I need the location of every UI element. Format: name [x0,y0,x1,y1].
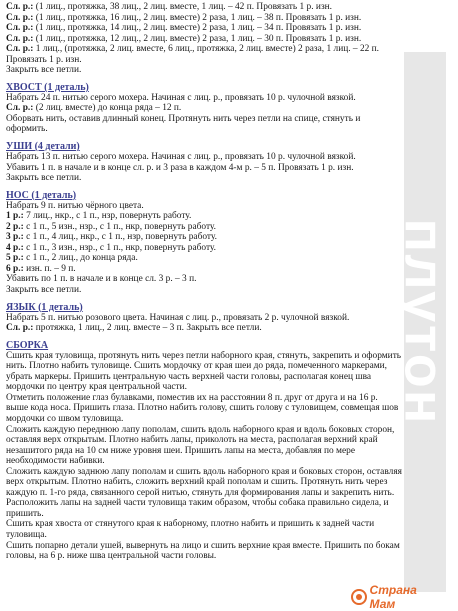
instruction-row: Оборвать нить, оставив длинный конец. Протянуть нить через петли на спице, стянуть и оформить. [6,113,361,135]
instruction-row: Закрыть все петли. [6,285,82,296]
intro-row: Сл. р.: (1 лиц., протяжка, 16 лиц., 2 лиц. вместе) 2 раза, 1 лиц. – 38 п. Провязать 1 р. изн. [6,12,362,23]
instruction-row: Набрать 5 п. нитью розового цвета. Начиная с лиц. р., провязать 2 р. чулочной вязкой. [6,312,350,323]
instruction-row: Сл. р.: протяжка, 1 лиц., 2 лиц. вместе – 3 п. Закрыть все петли. [6,323,262,334]
pattern-document [6,2,402,562]
instruction-row: 1 р.: 7 лиц., нкр., с 1 п., нзр, повернуть работу. [6,211,192,222]
instruction-paragraph: Сложить каждую заднюю лапу пополам и сшить вдоль наборного края и боковых сторон, оставляя верх открытым. Плотно набить, сложить верхний край пополам и сшить. Протянуть нить через каждую п. 1-го ряда, связанного серой нитью, стянуть для формирования лапы и закрепить нить. Расположить лапы на задней части туловища таким образом, чтобы собака правильно сидела, и пришить. [6,466,402,519]
instruction-row: 5 р.: с 1 п., 2 лиц., до конца ряда. [6,253,138,264]
watermark-strip [393,52,457,592]
section-assembly [6,340,402,562]
section-tongue [6,302,402,334]
intro-block [6,2,402,76]
instruction-paragraph: Сшить края хвоста от стянутого края к наборному, плотно набить и пришить к задней части туловища. [6,519,375,540]
instruction-row: Закрыть все петли. [6,173,82,184]
instruction-row: Убавить по 1 п. в начале и в конце сл. 3 р. – 3 п. [6,274,197,285]
instruction-row: Набрать 9 п. нитью чёрного цвета. [6,200,144,211]
intro-row: Сл. р.: (1 лиц., протяжка, 12 лиц., 2 лиц. вместе) 2 раза, 1 лиц. – 30 п. Провязать 1 р. изн. [6,33,362,44]
instruction-paragraph: Сшить края туловища, протянуть нить через петли наборного края, стянуть, закрепить и оформить нить. Плотно набить туловище. Сшить мордочку от края шеи до ряда, помеченного маркерами, убрать маркеры. Пришить центральную часть верхней части головы, располагая конец шва мордочки по центру края центральной части. [6,350,402,393]
instruction-row: Набрать 24 п. нитью серого мохера. Начиная с лиц. р., провязать 10 р. чулочной вязкой. [6,92,356,103]
instruction-paragraph: Отметить положение глаз булавками, поместив их на расстоянии 8 п. друг от друга и на 16 р. выше кода носа. Пришить глаза. Плотно набить голову, сшить голову с туловищем, совмещая шов мордочки со швом туловища. [6,392,399,424]
intro-row: Закрыть все петли. [6,65,82,76]
brand-badge [351,583,443,611]
section-nose [6,190,402,296]
section-heading: ХВОСТ (1 деталь) [6,81,89,93]
brand-name: Страна Мам [369,583,417,611]
intro-row: Сл. р.: (1 лиц., протяжка, 38 лиц., 2 лиц. вместе, 1 лиц. – 42 п. Провязать 1 р. изн. [6,2,333,12]
instruction-row: 6 р.: изн. п. – 9 п. [6,263,76,274]
section-tail [6,82,402,135]
section-heading: ЯЗЫК (1 деталь) [6,301,83,313]
section-heading: НОС (1 деталь) [6,189,77,201]
intro-row: Сл. р.: (1 лиц., протяжка, 14 лиц., 2 лиц. вместе) 2 раза, 1 лиц. – 34 п. Провязать 1 р. изн. [6,23,362,34]
intro-row: Сл. р.: 1 лиц., (протяжка, 2 лиц. вместе, 6 лиц., протяжка, 2 лиц. вместе) 2 раза, 1 лиц. – 22 п. Провязать 1 р. изн. [6,44,380,65]
watermark-text: плутон [393,218,457,426]
instruction-paragraph: Сложить каждую переднюю лапу пополам, сшить вдоль наборного края и вдоль боковых сторон, оставляя верх открытым. Плотно набить лапы, приколоть на места, располагая верхний край незашитого ряда на 10 см ниже уровня шеи. Пришить лапы на места, добавляя по мере необходимости набивки. [6,424,395,467]
brand-logo-icon [351,589,367,605]
section-heading: УШИ (4 детали) [6,141,80,153]
instruction-row: 3 р.: с 1 п., 4 лиц., нкр., с 1 п., нзр, повернуть работу. [6,232,217,243]
section-ears [6,141,402,184]
instruction-paragraph: Сшить попарно детали ушей, вывернуть на лицо и сшить верхние края вместе. Пришить по бокам головы, на 6 р. ниже шва центральной части головы. [6,540,400,562]
instruction-row: Набрать 13 п. нитью серого мохера. Начиная с лиц. р., провязать 10 р. чулочной вязкой. [6,152,356,163]
instruction-row: 4 р.: с 1 п., 3 изн., нзр., с 1 п., нкр, повернуть работу. [6,242,217,253]
instruction-row: Убавить 1 п. в начале и в конце сл. р. и 3 раза в каждом 4-м р. – 5 п. Провязать 1 р. изн. [6,162,354,173]
section-heading: СБОРКА [6,339,49,351]
instruction-row: 2 р.: с 1 п., 5 изн., нзр., с 1 п., нкр, повернуть работу. [6,221,217,232]
instruction-row: Сл. р.: (2 лиц. вместе) до конца ряда – 12 п. [6,103,182,114]
